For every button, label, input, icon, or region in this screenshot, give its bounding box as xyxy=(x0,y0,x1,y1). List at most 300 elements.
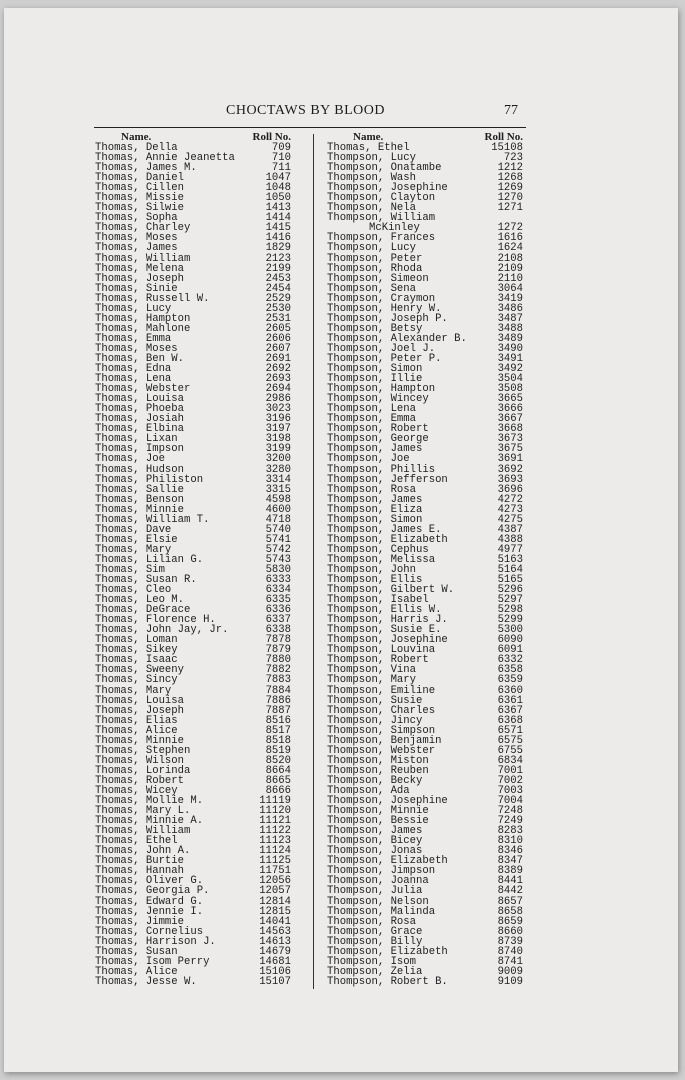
entry-name: Thompson, Grace xyxy=(327,925,423,938)
entry-name: Thomas, Webster xyxy=(95,383,191,396)
entry-roll-number: 7886 xyxy=(265,694,291,707)
entry-roll-number: 3666 xyxy=(497,403,523,416)
entry-name: Thompson, Craymon xyxy=(327,292,436,305)
entry-name: Thomas, Silwie xyxy=(95,202,185,215)
entry-roll-number: 8658 xyxy=(497,905,523,918)
entry-name: Thomas, Louisa xyxy=(95,393,185,406)
entry-name: Thompson, Robert xyxy=(327,423,429,436)
entry-name: Thompson, Ellis xyxy=(327,574,423,587)
entry-name: Thompson, Miston xyxy=(327,754,429,767)
entry-roll-number: 3023 xyxy=(265,403,291,416)
entry-roll-number: 8346 xyxy=(497,845,523,858)
entry-name: Thomas, Cornelius xyxy=(95,925,204,938)
entry-name: Thompson, Hampton xyxy=(327,383,436,396)
entry-roll-number: 6368 xyxy=(497,714,523,727)
entry-roll-number: 2453 xyxy=(265,272,291,285)
entry-roll-number: 6335 xyxy=(265,594,291,607)
entry-name: Thomas, Annie Jeanetta xyxy=(95,152,235,165)
entry-name: Thomas, Sikey xyxy=(95,644,178,657)
entry-name: Thompson, Mary xyxy=(327,674,417,687)
entry-name: Thompson, Joel J. xyxy=(327,342,436,355)
entry-roll-number: 2693 xyxy=(265,373,291,386)
entry-name: Thomas, Daniel xyxy=(95,172,185,185)
entry-roll-number: 3280 xyxy=(265,463,291,476)
entry-roll-number: 3692 xyxy=(497,463,523,476)
entry-name: Thomas, Benson xyxy=(95,493,185,506)
entry-name: Thompson, Simpson xyxy=(327,724,436,737)
entry-roll-number: 14613 xyxy=(259,935,291,948)
roll-header: Roll No. xyxy=(252,131,291,143)
entry-name: Thomas, Hampton xyxy=(95,312,191,325)
entry-roll-number: 3064 xyxy=(497,282,523,295)
entry-name: Thompson, Robert B. xyxy=(327,975,448,988)
entry-name: Thompson, Elizabeth xyxy=(327,945,448,958)
entry-name: Thompson, Nela xyxy=(327,202,417,215)
entry-roll-number: 6367 xyxy=(497,704,523,717)
entry-roll-number: 6359 xyxy=(497,674,523,687)
entry-name: Thomas, Edward G. xyxy=(95,895,204,908)
left-rows xyxy=(95,143,295,987)
entry-name: Thomas, Minnie A. xyxy=(95,815,204,828)
entry-roll-number: 3487 xyxy=(497,312,523,325)
entry-roll-number: 8516 xyxy=(265,714,291,727)
entry-name: Thomas, Minnie xyxy=(95,734,185,747)
entry-roll-number: 3200 xyxy=(265,453,291,466)
entry-name: Thompson, Benjamin xyxy=(327,734,442,747)
entry-roll-number: 8739 xyxy=(497,935,523,948)
entry-roll-number: 1271 xyxy=(497,202,523,215)
entry-name: Thompson, Illie xyxy=(327,373,423,386)
name-header: Name. xyxy=(353,131,384,143)
entry-roll-number: 4718 xyxy=(265,513,291,526)
entry-roll-number: 711 xyxy=(271,162,291,175)
entry-roll-number: 5742 xyxy=(265,543,291,556)
entry-roll-number: 11119 xyxy=(259,795,291,808)
entry-name: Thompson, Susie E. xyxy=(327,624,442,637)
entry-roll-number: 4387 xyxy=(497,523,523,536)
entry-roll-number: 7884 xyxy=(265,684,291,697)
entry-roll-number: 3673 xyxy=(497,433,523,446)
entry-roll-number: 12056 xyxy=(259,875,291,888)
entry-roll-number: 2108 xyxy=(497,252,523,265)
entry-roll-number: 3198 xyxy=(265,433,291,446)
entry-name: Thomas, Elsie xyxy=(95,533,178,546)
entry-roll-number: 6338 xyxy=(265,624,291,637)
entry-name: Thompson, Louvina xyxy=(327,644,436,657)
entry-roll-number: 1270 xyxy=(497,192,523,205)
entry-name: Thomas, Minnie xyxy=(95,503,185,516)
entry-roll-number: 1268 xyxy=(497,172,523,185)
entry-roll-number: 3490 xyxy=(497,342,523,355)
column-divider xyxy=(313,134,314,989)
entry-name: Thompson, Jimpson xyxy=(327,865,436,878)
entry-name: Thompson, Josephine xyxy=(327,182,448,195)
list-item xyxy=(327,977,527,987)
entry-roll-number: 11123 xyxy=(259,835,291,848)
entry-roll-number: 6755 xyxy=(497,744,523,757)
entry-name: Thompson, Melissa xyxy=(327,553,436,566)
entry-name: Thompson, Joseph P. xyxy=(327,312,448,325)
entry-roll-number: 8519 xyxy=(265,744,291,757)
entry-roll-number: 4388 xyxy=(497,533,523,546)
entry-roll-number: 1415 xyxy=(265,222,291,235)
entry-roll-number: 3315 xyxy=(265,483,291,496)
entry-roll-number: 12814 xyxy=(259,895,291,908)
entry-name: Thomas, Wicey xyxy=(95,785,178,797)
entry-roll-number: 2199 xyxy=(265,262,291,275)
entry-name: Thompson, Alexander B. xyxy=(327,332,467,345)
entry-roll-number: 3675 xyxy=(497,443,523,456)
entry-name: Thompson, Josephine xyxy=(327,634,448,647)
entry-name: Thompson, Cephus xyxy=(327,543,429,556)
entry-name: Thompson, Becky xyxy=(327,774,423,787)
entry-roll-number: 2692 xyxy=(265,363,291,376)
entry-name: Thompson, Charles xyxy=(327,704,436,717)
entry-roll-number: 8347 xyxy=(497,855,523,868)
entry-name: Thompson, Jefferson xyxy=(327,473,448,486)
entry-roll-number: 2529 xyxy=(265,292,291,305)
left-column xyxy=(95,131,295,987)
entry-name: Thomas, Philiston xyxy=(95,473,204,486)
entry-name: Thomas, William xyxy=(95,825,191,838)
entry-roll-number: 2607 xyxy=(265,342,291,355)
entry-roll-number: 2694 xyxy=(265,383,291,396)
entry-roll-number: 8283 xyxy=(497,825,523,838)
entry-roll-number: 5830 xyxy=(265,563,291,576)
entry-roll-number: 6090 xyxy=(497,634,523,647)
entry-roll-number: 2691 xyxy=(265,352,291,365)
entry-roll-number: 1048 xyxy=(265,182,291,195)
entry-name: Thomas, Jesse W. xyxy=(95,975,197,988)
entry-roll-number: 5164 xyxy=(497,563,523,576)
entry-name: Thomas, Stephen xyxy=(95,744,191,757)
entry-name: Thompson, Emiline xyxy=(327,684,436,697)
entry-roll-number: 7879 xyxy=(265,644,291,657)
entry-name: Thompson, Rosa xyxy=(327,483,417,496)
entry-roll-number: 15108 xyxy=(491,142,523,154)
entry-name: Thomas, Jennie I. xyxy=(95,905,204,918)
entry-roll-number: 11751 xyxy=(259,865,291,878)
page-header xyxy=(0,103,685,121)
entry-name: Thompson, William xyxy=(327,212,436,225)
entry-name: Thomas, Robert xyxy=(95,774,185,787)
entry-roll-number: 7887 xyxy=(265,704,291,717)
entry-name: Thomas, Hannah xyxy=(95,865,185,878)
entry-name: Thomas, Isom Perry xyxy=(95,955,210,968)
entry-roll-number: 7880 xyxy=(265,654,291,667)
header-rule xyxy=(94,127,526,128)
entry-roll-number: 5165 xyxy=(497,574,523,587)
entry-name: Thompson, Joe xyxy=(327,453,410,466)
entry-name: Thomas, Sallie xyxy=(95,483,185,496)
entry-name: Thompson, Elizabeth xyxy=(327,855,448,868)
right-rows xyxy=(327,143,527,987)
entry-name: Thomas, William T. xyxy=(95,513,210,526)
entry-roll-number: 3508 xyxy=(497,383,523,396)
entry-name: Thomas, Wilson xyxy=(95,754,185,767)
entry-name: Thomas, Missie xyxy=(95,192,185,205)
entry-name: Thompson, Webster xyxy=(327,744,436,757)
entry-roll-number: 3489 xyxy=(497,332,523,345)
entry-name: Thomas, Lucy xyxy=(95,302,172,315)
entry-roll-number: 2530 xyxy=(265,302,291,315)
entry-name: Thompson, Wincey xyxy=(327,393,429,406)
entry-roll-number: 7002 xyxy=(497,774,523,787)
entry-roll-number: 8665 xyxy=(265,774,291,787)
entry-name: Thomas, Jimmie xyxy=(95,915,185,928)
entry-name: Thomas, Sinie xyxy=(95,282,178,295)
entry-roll-number: 3197 xyxy=(265,423,291,436)
entry-name: Thomas, Ben W. xyxy=(95,352,185,365)
entry-name: Thomas, Phoeba xyxy=(95,403,185,416)
entry-roll-number: 7001 xyxy=(497,764,523,777)
entry-roll-number: 1212 xyxy=(497,162,523,175)
entry-name: Thomas, Susan xyxy=(95,945,178,958)
entry-roll-number: 9109 xyxy=(497,975,523,988)
entry-name: Thomas, John A. xyxy=(95,845,191,858)
entry-roll-number: 5300 xyxy=(497,624,523,637)
entry-name: Thompson, James xyxy=(327,825,423,838)
entry-name: Thompson, James xyxy=(327,493,423,506)
entry-name: Thomas, Hudson xyxy=(95,463,185,476)
page-number: 77 xyxy=(504,103,518,118)
entry-roll-number: 8520 xyxy=(265,754,291,767)
entry-roll-number: 14563 xyxy=(259,925,291,938)
entry-roll-number: 1050 xyxy=(265,192,291,205)
entry-roll-number: 1624 xyxy=(497,242,523,255)
entry-roll-number: 2605 xyxy=(265,322,291,335)
entry-roll-number: 8664 xyxy=(265,764,291,777)
entry-roll-number: 6337 xyxy=(265,614,291,627)
entry-roll-number: 1269 xyxy=(497,182,523,195)
entry-name: Thompson, Eliza xyxy=(327,503,423,516)
entry-name: Thompson, Malinda xyxy=(327,905,436,918)
entry-name: Thomas, Ethel xyxy=(95,835,178,848)
entry-name: Thompson, Betsy xyxy=(327,322,423,335)
entry-roll-number: 3665 xyxy=(497,393,523,406)
entry-name: Thomas, Florence H. xyxy=(95,614,216,627)
name-header: Name. xyxy=(121,131,152,143)
entry-roll-number: 4600 xyxy=(265,503,291,516)
entry-name: McKinley xyxy=(369,222,420,235)
entry-roll-number: 710 xyxy=(271,152,291,165)
entry-name: Thompson, George xyxy=(327,433,429,446)
entry-roll-number: 8389 xyxy=(497,865,523,878)
entry-name: Thomas, Mary xyxy=(95,543,172,556)
entry-roll-number: 2531 xyxy=(265,312,291,325)
entry-name: Thomas, Elbina xyxy=(95,423,185,436)
entry-roll-number: 6834 xyxy=(497,754,523,767)
entry-name: Thompson, Ellis W. xyxy=(327,604,442,617)
entry-roll-number: 6571 xyxy=(497,724,523,737)
entry-roll-number: 4977 xyxy=(497,543,523,556)
entry-roll-number: 7882 xyxy=(265,664,291,677)
entry-roll-number: 5296 xyxy=(497,584,523,597)
entry-name: Thomas, Joe xyxy=(95,453,165,466)
entry-name: Thomas, Georgia P. xyxy=(95,885,210,898)
entry-roll-number: 11120 xyxy=(259,805,291,818)
entry-name: Thomas, Lena xyxy=(95,373,172,386)
entry-roll-number: 7878 xyxy=(265,634,291,647)
entry-roll-number: 7004 xyxy=(497,795,523,808)
entry-roll-number: 3486 xyxy=(497,302,523,315)
entry-roll-number: 8518 xyxy=(265,734,291,747)
entry-name: Thomas, Sopha xyxy=(95,212,178,225)
entry-roll-number: 11122 xyxy=(259,825,291,838)
entry-name: Thompson, Frances xyxy=(327,232,436,245)
entry-name: Thomas, Mary xyxy=(95,684,172,697)
entry-roll-number: 2109 xyxy=(497,262,523,275)
entry-roll-number: 15107 xyxy=(259,975,291,988)
entry-roll-number: 3696 xyxy=(497,483,523,496)
entry-roll-number: 5163 xyxy=(497,553,523,566)
entry-roll-number: 6091 xyxy=(497,644,523,657)
entry-roll-number: 6336 xyxy=(265,604,291,617)
entry-roll-number: 8442 xyxy=(497,885,523,898)
entry-name: Thompson, Vina xyxy=(327,664,417,677)
entry-name: Thompson, Susie xyxy=(327,694,423,707)
entry-name: Thomas, James M. xyxy=(95,162,197,175)
entry-name: Thomas, John Jay, Jr. xyxy=(95,624,229,637)
entry-roll-number: 8657 xyxy=(497,895,523,908)
entry-roll-number: 6361 xyxy=(497,694,523,707)
entry-name: Thompson, Simon xyxy=(327,363,423,376)
entry-name: Thompson, James xyxy=(327,443,423,456)
entry-name: Thomas, Emma xyxy=(95,332,172,345)
entry-name: Thomas, DeGrace xyxy=(95,604,191,617)
entry-name: Thomas, Alice xyxy=(95,965,178,978)
right-column xyxy=(327,131,527,987)
entry-name: Thomas, Lorinda xyxy=(95,764,191,777)
entry-name: Thomas, William xyxy=(95,252,191,265)
entry-roll-number: 8310 xyxy=(497,835,523,848)
entry-name: Thompson, Clayton xyxy=(327,192,436,205)
entry-roll-number: 5740 xyxy=(265,523,291,536)
entry-roll-number: 11121 xyxy=(259,815,291,828)
entry-name: Thomas, Moses xyxy=(95,232,178,245)
entry-name: Thompson, Simon xyxy=(327,513,423,526)
entry-roll-number: 1829 xyxy=(265,242,291,255)
entry-roll-number: 3691 xyxy=(497,453,523,466)
entry-name: Thompson, Harris J. xyxy=(327,614,448,627)
entry-roll-number: 1616 xyxy=(497,232,523,245)
entry-name: Thompson, Sena xyxy=(327,282,417,295)
entry-roll-number: 8740 xyxy=(497,945,523,958)
entry-roll-number: 4272 xyxy=(497,493,523,506)
entry-name: Thompson, Isom xyxy=(327,955,417,968)
entry-name: Thompson, Emma xyxy=(327,413,417,426)
entry-roll-number: 3199 xyxy=(265,443,291,456)
entry-roll-number: 15106 xyxy=(259,965,291,978)
entry-roll-number: 7249 xyxy=(497,815,523,828)
entry-roll-number: 3419 xyxy=(497,292,523,305)
entry-roll-number: 8441 xyxy=(497,875,523,888)
entry-roll-number: 4598 xyxy=(265,493,291,506)
entry-name: Thomas, Lilian G. xyxy=(95,553,204,566)
entry-roll-number: 3314 xyxy=(265,473,291,486)
entry-name: Thompson, Billy xyxy=(327,935,423,948)
entry-name: Thomas, Burtie xyxy=(95,855,185,868)
entry-roll-number: 6333 xyxy=(265,574,291,587)
entry-roll-number: 2123 xyxy=(265,252,291,265)
entry-roll-number: 6332 xyxy=(497,654,523,667)
list-item xyxy=(95,243,295,253)
entry-roll-number: 1413 xyxy=(265,202,291,215)
entry-roll-number: 6575 xyxy=(497,734,523,747)
entry-name: Thomas, James xyxy=(95,242,178,255)
entry-name: Thomas, Elias xyxy=(95,714,178,727)
entry-roll-number: 3491 xyxy=(497,352,523,365)
entry-name: Thomas, Impson xyxy=(95,443,185,456)
entry-name: Thomas, Josiah xyxy=(95,413,185,426)
entry-name: Thompson, Joanna xyxy=(327,875,429,888)
entry-name: Thompson, Ada xyxy=(327,785,410,797)
entry-name: Thomas, Alice xyxy=(95,724,178,737)
entry-roll-number: 3488 xyxy=(497,322,523,335)
entry-roll-number: 1416 xyxy=(265,232,291,245)
entry-roll-number: 7003 xyxy=(497,785,523,797)
entry-roll-number: 2110 xyxy=(497,272,523,285)
entry-name: Thompson, Isabel xyxy=(327,594,429,607)
entry-name: Thompson, Bessie xyxy=(327,815,429,828)
entry-name: Thomas, Lixan xyxy=(95,433,178,446)
entry-name: Thompson, Lucy xyxy=(327,242,417,255)
entry-roll-number: 1272 xyxy=(497,222,523,235)
entry-roll-number: 1414 xyxy=(265,212,291,225)
entry-roll-number: 8741 xyxy=(497,955,523,968)
entry-roll-number: 3693 xyxy=(497,473,523,486)
entry-roll-number: 5741 xyxy=(265,533,291,546)
entry-name: Thompson, Lucy xyxy=(327,152,417,165)
entry-name: Thompson, John xyxy=(327,563,417,576)
entry-name: Thomas, Russell W. xyxy=(95,292,210,305)
entry-name: Thomas, Louisa xyxy=(95,694,185,707)
entry-roll-number: 14041 xyxy=(259,915,291,928)
entry-roll-number: 6358 xyxy=(497,664,523,677)
entry-name: Thompson, Phillis xyxy=(327,463,436,476)
entry-roll-number: 4273 xyxy=(497,503,523,516)
entry-roll-number: 11124 xyxy=(259,845,291,858)
entry-roll-number: 5297 xyxy=(497,594,523,607)
entry-name: Thompson, Gilbert W. xyxy=(327,584,455,597)
entry-name: Thomas, Sim xyxy=(95,563,165,576)
entry-roll-number: 3667 xyxy=(497,413,523,426)
entry-roll-number: 3668 xyxy=(497,423,523,436)
entry-name: Thomas, Susan R. xyxy=(95,574,197,587)
entry-name: Thompson, Rhoda xyxy=(327,262,423,275)
entry-name: Thompson, Onatambe xyxy=(327,162,442,175)
entry-roll-number: 5298 xyxy=(497,604,523,617)
entry-name: Thompson, Zelia xyxy=(327,965,423,978)
entry-name: Thomas, Oliver G. xyxy=(95,875,204,888)
entry-roll-number: 11125 xyxy=(259,855,291,868)
entry-roll-number: 5299 xyxy=(497,614,523,627)
entry-roll-number: 3504 xyxy=(497,373,523,386)
entry-roll-number: 12815 xyxy=(259,905,291,918)
entry-roll-number: 2454 xyxy=(265,282,291,295)
entry-name: Thompson, Simeon xyxy=(327,272,429,285)
entry-roll-number: 7248 xyxy=(497,805,523,818)
entry-name: Thomas, Harrison J. xyxy=(95,935,216,948)
entry-name: Thompson, James E. xyxy=(327,523,442,536)
entry-name: Thompson, Reuben xyxy=(327,764,429,777)
entry-name: Thomas, Joseph xyxy=(95,272,185,285)
entry-name: Thompson, Rosa xyxy=(327,915,417,928)
entry-roll-number: 2986 xyxy=(265,393,291,406)
entry-name: Thomas, Mollie M. xyxy=(95,795,204,808)
entry-roll-number: 6360 xyxy=(497,684,523,697)
entry-name: Thomas, Cillen xyxy=(95,182,185,195)
